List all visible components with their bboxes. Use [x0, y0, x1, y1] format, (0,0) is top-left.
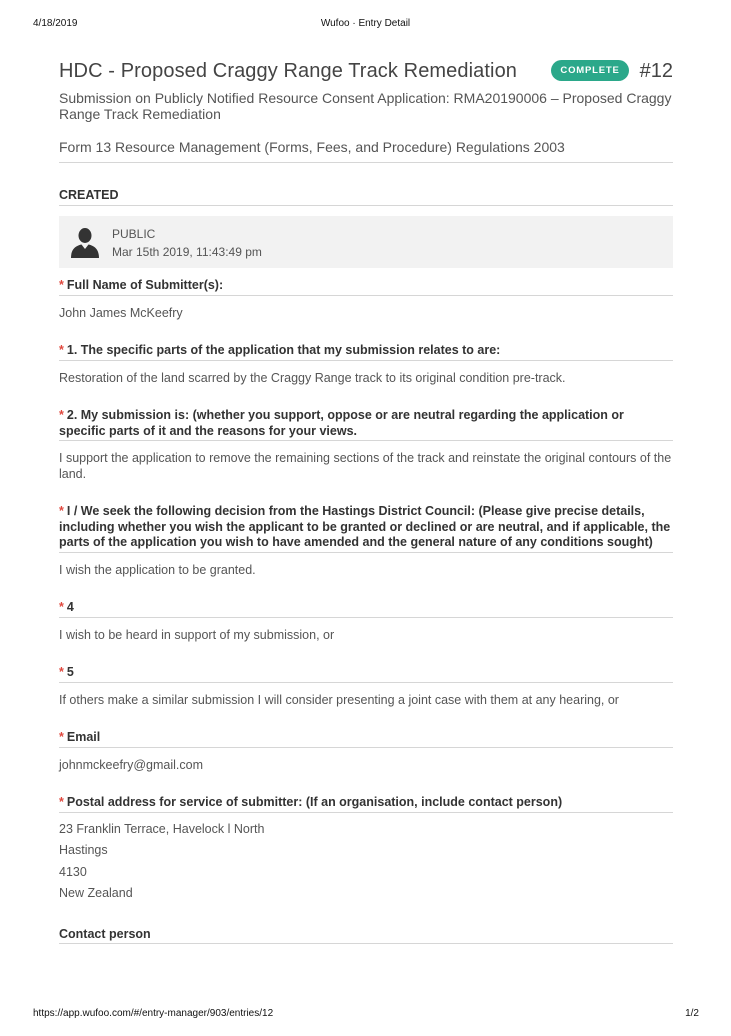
required-marker: *	[59, 343, 64, 357]
field-label: * I / We seek the following decision from the Hastings District Council: (Please give precise details, including whether you wish the applicant to be granted or declined or are neutral, and if applicable, the parts of the application you wish to have amended and the general nature of any conditions sought)	[59, 504, 673, 553]
field-value	[59, 819, 673, 905]
field-value: I wish the application to be granted.	[59, 562, 256, 577]
created-by: PUBLIC	[112, 227, 156, 241]
print-page-number: 1/2	[685, 1008, 699, 1019]
required-marker: *	[59, 278, 64, 292]
field-decision-sought	[59, 504, 673, 578]
field-value: John James McKeefry	[59, 305, 183, 320]
field-label: * 4	[59, 600, 673, 618]
created-section-label: CREATED	[59, 187, 673, 206]
field-label: * 2. My submission is: (whether you support, oppose or are neutral regarding the application or specific parts of it and the reasons for your views.	[59, 408, 673, 441]
print-header	[0, 18, 731, 32]
entry-title: HDC - Proposed Craggy Range Track Remediation	[59, 60, 518, 82]
required-marker: *	[59, 600, 64, 614]
address-line: Hastings	[59, 843, 108, 857]
status-badge: COMPLETE	[551, 60, 629, 81]
field-label: * 5	[59, 665, 673, 683]
field-5	[59, 665, 673, 708]
print-date: 4/18/2019	[33, 18, 78, 29]
field-label: * 1. The specific parts of the application that my submission relates to are:	[59, 343, 673, 361]
entry-subtitle: Submission on Publicly Notified Resource Consent Application: RMA20190006 – Proposed Craggy Range Track Remediation	[59, 90, 672, 122]
field-contact-person	[59, 927, 673, 945]
print-url: https://app.wufoo.com/#/entry-manager/903/entries/12	[33, 1008, 274, 1019]
user-icon	[69, 226, 101, 258]
required-marker: *	[59, 665, 64, 679]
field-my-submission	[59, 408, 673, 482]
field-value: If others make a similar submission I will consider presenting a joint case with them at any hearing, or	[59, 692, 619, 707]
created-box	[59, 216, 673, 268]
field-label: * Email	[59, 730, 673, 748]
field-email	[59, 730, 673, 773]
field-4	[59, 600, 673, 643]
field-label: Contact person	[59, 927, 673, 945]
field-label: * Postal address for service of submitter: (If an organisation, include contact person)	[59, 795, 673, 813]
entry-header	[59, 58, 673, 86]
address-line: 23 Franklin Terrace, Havelock l North	[59, 821, 265, 836]
created-date: Mar 15th 2019, 11:43:49 pm	[112, 245, 262, 259]
field-value: johnmckeefry@gmail.com	[59, 757, 203, 772]
print-page-title: Wufoo · Entry Detail	[320, 18, 411, 29]
required-marker: *	[59, 795, 64, 809]
field-postal-address	[59, 795, 673, 905]
address-line: 4130	[59, 864, 87, 879]
entry-detail	[59, 58, 673, 944]
address-line: New Zealand	[59, 886, 133, 900]
field-value: I wish to be heard in support of my submission, or	[59, 627, 335, 642]
entry-number: #12	[639, 60, 673, 82]
field-value: Restoration of the land scarred by the Craggy Range track to its original condition pre-track.	[59, 370, 566, 385]
field-parts-of-application	[59, 343, 673, 386]
required-marker: *	[59, 504, 64, 518]
required-marker: *	[59, 730, 64, 744]
required-marker: *	[59, 408, 64, 422]
field-full-name	[59, 278, 673, 321]
field-label: * Full Name of Submitter(s):	[59, 278, 673, 296]
form-reference: Form 13 Resource Management (Forms, Fees, and Procedure) Regulations 2003	[59, 139, 673, 163]
field-value: I support the application to remove the remaining sections of the track and reinstate the original contours of the land.	[59, 451, 672, 481]
